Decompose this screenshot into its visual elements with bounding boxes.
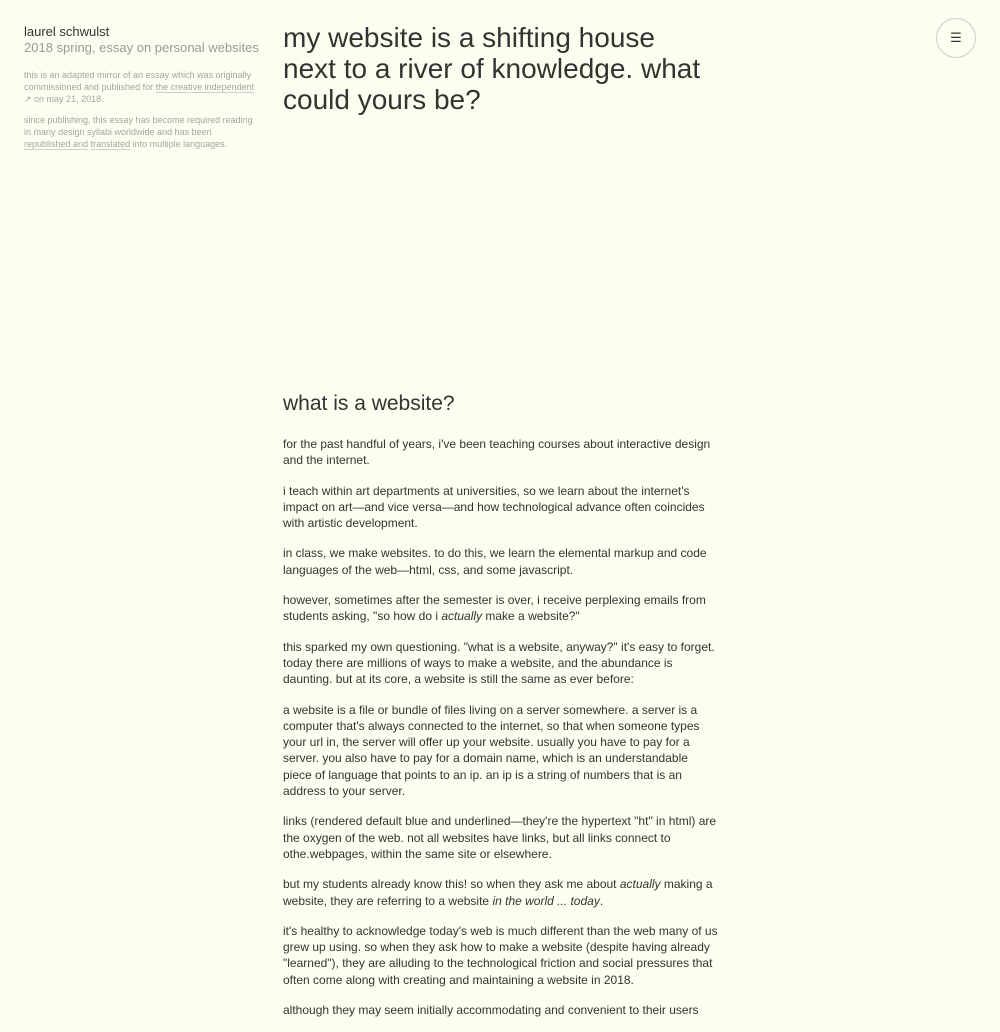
creative-independent-link[interactable]: the creative independent (155, 81, 255, 92)
paragraph-text: make a website?" (482, 609, 580, 624)
paragraph (283, 876, 719, 909)
author-name[interactable]: laurel schwulst (24, 24, 110, 39)
paragraph-text: making a website, they are referring to a website (283, 877, 713, 908)
emphasis-text: in the world ... today (492, 893, 600, 908)
paragraph: for the past handful of years, i've been teaching courses about interactive design and the internet. (283, 437, 711, 468)
paragraph: i teach within art departments at universities, so we learn about the internet's impact on art—and vice versa—and how technological advance often coincides with artistic development. (283, 483, 705, 531)
paragraph: links (rendered default blue and underlined—they're the hypertext "ht" in html) are the oxygen of the web. not all websites have links, but all links connect to othe.webpages, within the same site or elsewhere. (283, 814, 717, 861)
paragraph: in class, we make websites. to do this, we learn the elemental markup and code languages of the web—html, css, and some javascript. (283, 546, 707, 577)
page-title: my website is a shifting house next to a river of knowledge. what could yours be? (283, 22, 701, 115)
sidebar (24, 24, 260, 161)
publication-note (24, 70, 260, 105)
paragraph-text: however, sometimes after the semester is over, i receive perplexing emails from students asking, "so how do i (283, 593, 706, 624)
paragraph-text: . (599, 893, 604, 908)
publication-date-text: on may 21, 2018. (31, 93, 104, 104)
publication-note-text: this is an adapted mirror of an essay which was originally commissioned and published for (24, 70, 252, 92)
paragraph: a website is a file or bundle of files living on a server somewhere. a server is a computer that's always connected to the internet, so that when someone types your url in, the server will offer up your website. usually you have to pay for a server. you also have to pay for a domain name, which is an understandable piece of language that points to an ip. an ip is a string of numbers that is an address to your server. (283, 702, 700, 799)
section-heading: what is a website? (283, 392, 455, 415)
republication-note-end: into multiple languages. (130, 138, 228, 149)
paragraph: it's healthy to acknowledge today's web is much different than the web many of us grew up using. so when they ask how to make a website (despite having already "learned"), they are alluding to the technological friction and social pressures that often come along with creating and maintaining a website in 2018. (283, 923, 718, 987)
menu-button[interactable] (936, 18, 976, 58)
republication-note (24, 115, 260, 150)
paragraph: this sparked my own questioning. "what is a website, anyway?" it's easy to forget. today there are millions of ways to make a website, and the abundance is daunting. but at its core, a website is still the same as ever before: (283, 639, 715, 687)
hamburger-icon: ☰ (950, 30, 962, 45)
emphasis-text: actually (441, 609, 483, 624)
paragraph (283, 592, 719, 625)
republished-link[interactable]: republished and (24, 138, 89, 149)
essay-subtitle: 2018 spring, essay on personal websites (24, 40, 259, 55)
article (283, 22, 719, 1018)
emphasis-text: actually (619, 877, 661, 892)
paragraph: although they may seem initially accommodating and convenient to their users (283, 1003, 699, 1018)
article-body (283, 436, 719, 1032)
republication-note-text: since publishing, this essay has become required reading in many design syllabi worldwide and has been (24, 115, 253, 138)
paragraph-text: but my students already know this! so when they ask me about (283, 877, 620, 892)
translated-link[interactable]: translated (90, 138, 131, 149)
external-link-icon: ↗ (24, 93, 32, 104)
